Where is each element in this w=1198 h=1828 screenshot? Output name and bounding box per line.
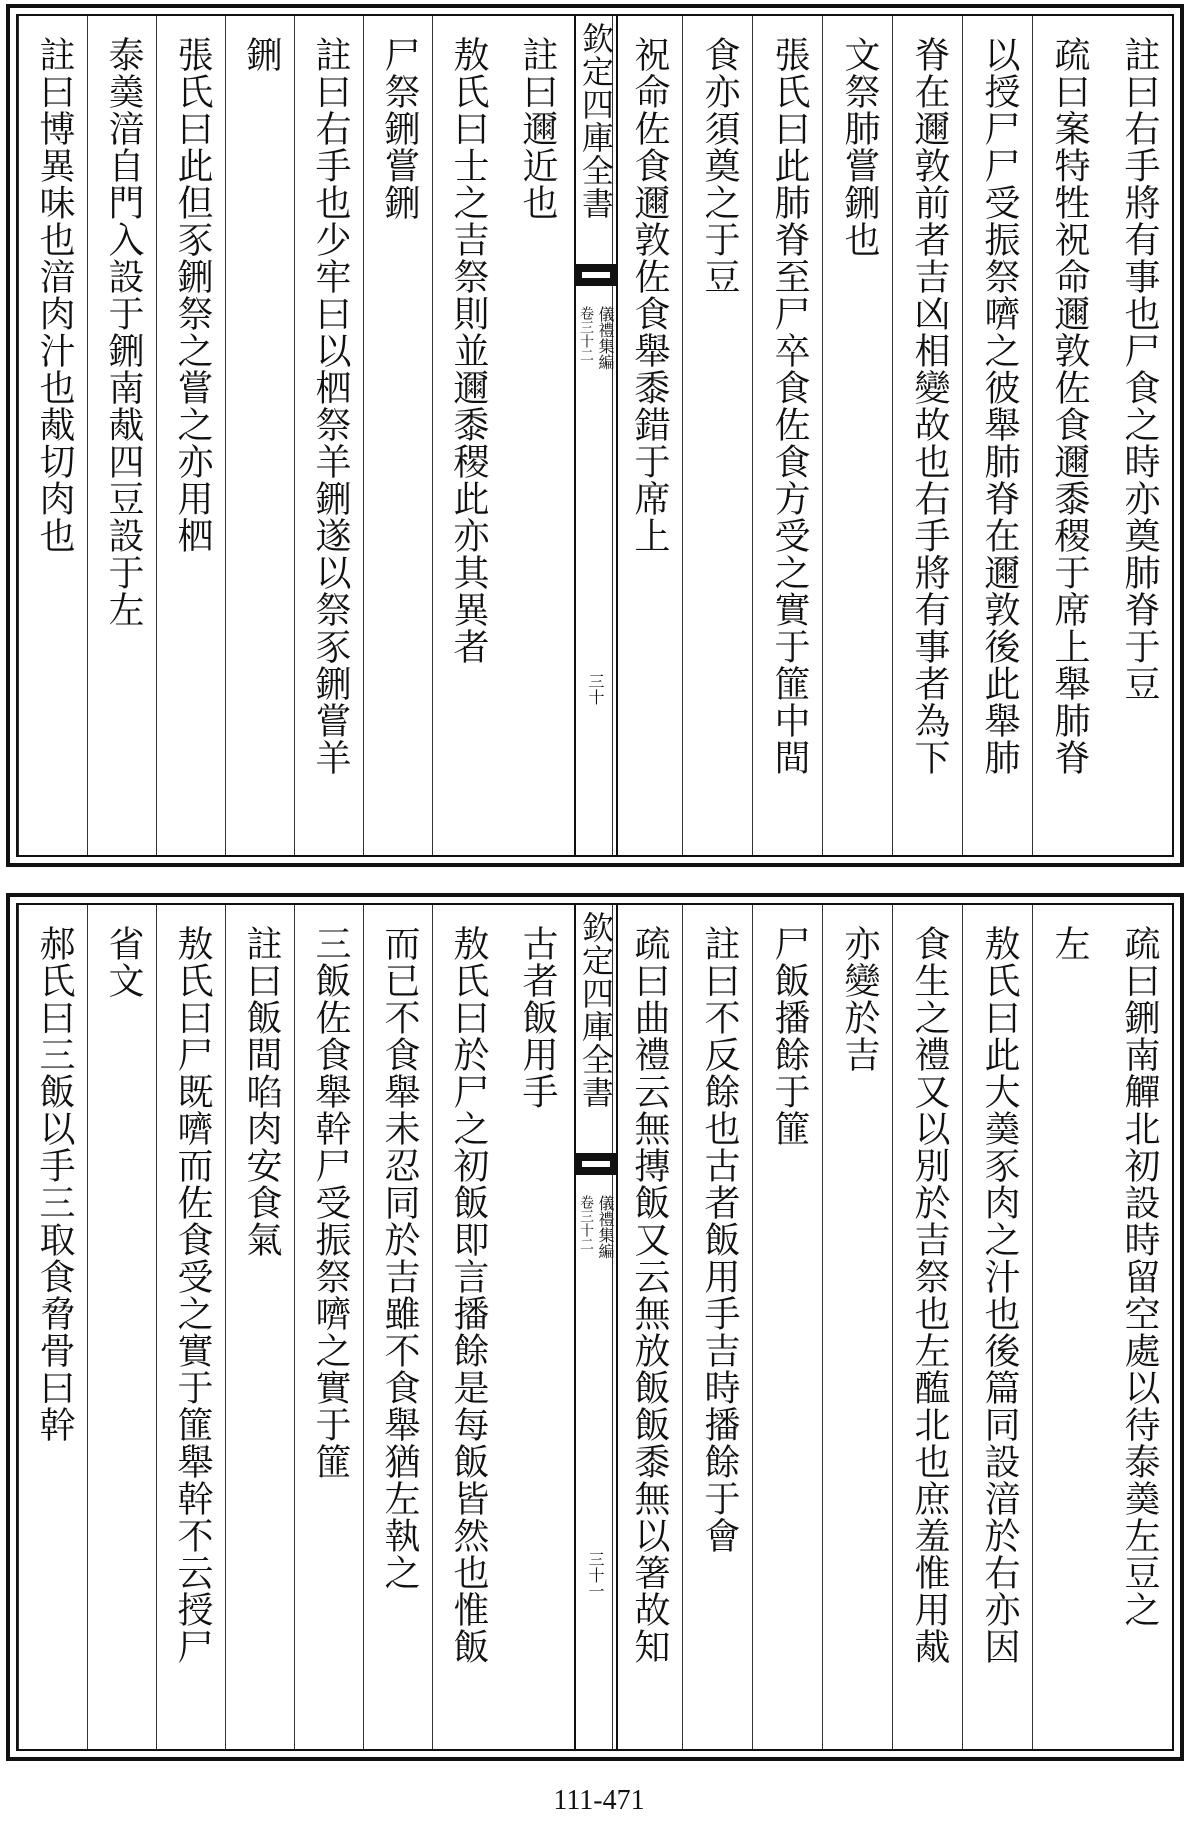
text-column: 文祭肺嘗鉶也 [822, 16, 892, 855]
text-column: 尸飯播餘于篚 [752, 905, 822, 1749]
juan-number: 卷三十二 [578, 1195, 594, 1251]
text-column: 註曰飯間啗肉安食氣 [225, 905, 294, 1749]
top-left-columns [18, 16, 570, 855]
text-column: 食亦須奠之于豆 [682, 16, 752, 855]
bottom-left-columns [18, 905, 570, 1749]
text-column: 尸祭鉶嘗鉶 [363, 16, 432, 855]
text-column: 郝氏曰三飯以手三取食脅骨曰幹 [18, 905, 87, 1749]
top-page [6, 4, 1184, 867]
book-title: 儀禮集編 [596, 306, 615, 370]
text-column: 張氏曰此肺脊至尸卒食佐食方受之實于篚中間 [752, 16, 822, 855]
top-right-columns [612, 16, 1172, 855]
bottom-right-columns [612, 905, 1172, 1749]
text-column: 註曰博異味也湆肉汁也胾切肉也 [18, 16, 87, 855]
text-column: 疏曰曲禮云無摶飯又云無放飯飯黍無以箸故知 [612, 905, 682, 1749]
text-column: 敖氏曰此大羮豕肉之汁也後篇同設湆於右亦因 [962, 905, 1032, 1749]
text-column: 疏曰案特牲祝命邇敦佐食邇黍稷于席上舉肺脊 [1032, 16, 1102, 855]
text-column: 食生之禮又以別於吉祭也左醢北也庶羞惟用胾 [892, 905, 962, 1749]
juan-number: 卷三十二 [578, 306, 594, 362]
text-column: 古者飯用手 [517, 925, 558, 1110]
text-column: 左 [1032, 905, 1102, 1749]
text-column: 註曰不反餘也古者飯用手吉時播餘于會 [682, 905, 752, 1749]
text-column: 而已不食舉未忍同於吉雖不食舉猶左執之 [363, 905, 432, 1749]
top-page-frame [16, 14, 1174, 857]
text-column: 敖氏曰士之吉祭則並邇黍稷此亦其異者 [432, 16, 501, 855]
fishtail-mark [576, 264, 616, 286]
text-column: 註曰邇近也 [517, 36, 558, 221]
text-column: 敖氏曰於尸之初飯即言播餘是每飯皆然也惟飯 [432, 905, 501, 1749]
text-column: 亦變於吉 [822, 905, 892, 1749]
text-column: 註曰右手也少牢曰以柶祭羊鉶遂以祭豕鉶嘗羊 [294, 16, 363, 855]
text-column: 鉶 [225, 16, 294, 855]
text-column: 三飯佐食舉幹尸受振祭嚌之實于篚 [294, 905, 363, 1749]
text-column: 泰羮湆自門入設于鉶南胾四豆設于左 [87, 16, 156, 855]
text-column: 以授尸尸受振祭嚌之彼舉肺脊在邇敦後此舉肺 [962, 16, 1032, 855]
fishtail-mark [576, 1153, 616, 1175]
center-title-strip [574, 16, 618, 855]
text-column: 省文 [87, 905, 156, 1749]
text-column: 祝命佐食邇敦佐食舉黍錯于席上 [612, 16, 682, 855]
text-column: 敖氏曰尸既嚌而佐食受之實于篚舉幹不云授尸 [156, 905, 225, 1749]
folio-number: 三十 [586, 673, 605, 705]
book-title: 儀禮集編 [596, 1195, 615, 1259]
text-column: 脊在邇敦前者吉凶相變故也右手將有事者為下 [892, 16, 962, 855]
page-footer-number: 111-471 [553, 1785, 645, 1816]
folio-number: 三十一 [586, 1551, 605, 1599]
center-title-strip [574, 905, 618, 1749]
text-column: 疏曰鉶南觶北初設時留空處以待泰羮左豆之 [1119, 925, 1160, 1628]
bottom-page [6, 893, 1184, 1761]
bottom-page-frame [16, 903, 1174, 1751]
collection-title: 欽定四庫全書 [577, 22, 615, 220]
text-column: 張氏曰此但豕鉶祭之嘗之亦用柶 [156, 16, 225, 855]
text-column: 註曰右手將有事也尸食之時亦奠肺脊于豆 [1119, 36, 1160, 702]
collection-title: 欽定四庫全書 [577, 911, 615, 1109]
